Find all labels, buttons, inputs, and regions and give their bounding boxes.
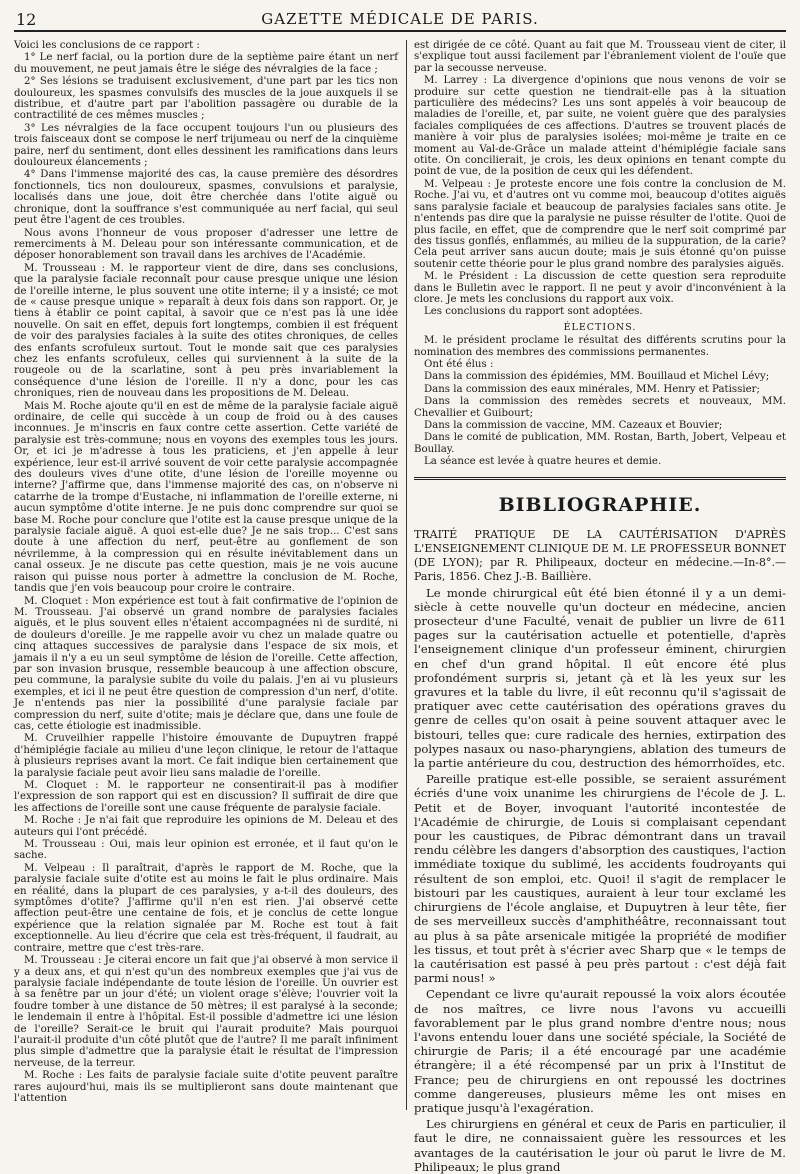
president-remark: M. le Président : La discussion de cette question sera reproduite dans le Bulletin avec le rapport. Il ne peut y avoir d'inconvénient à la clore. Je mets les conclusions du rapport aux voix. [414,271,786,305]
page-number: 12 [16,10,37,29]
column-divider [406,40,407,1110]
elections-intro: M. le président proclame le résultat des différents scrutins pour la nomination des membres des commissions permanentes. [414,335,786,358]
review-paragraph: Pareille pratique est-elle possible, se seraient assurément écriés d'une voix unanime les chirurgiens de l'école de J. L. Petit et de Boyer, invoquant l'autorité incontestée de l'Académie de chirurgie, de Louis si complaisant cependant pour les caustiques, de Pibrac démontrant dans un travail rendu célèbre les dangers d'absorption des caustiques, l'action immédiate toxique du sublimé, les accidents foudroyants qui résultent de son emploi, etc. Quoi! il s'agit de remplacer le bistouri par les caustiques, auraient à leur tour exclamé les chirurgiens de l'école anglaise, et Dupuytren à leur tête, fier de ses merveilleux succès d'amphithéâtre, reconnaissant tout au plus à sa pâte arsenicale mitigée la propriété de modifier les tissus, et tout prêt à s'écrier avec Sharp que « le temps de la cautérisation est passé à peu près partout : c'est déjà fait parmi nous! » [414,772,786,986]
larrey-remark: M. Larrey : La divergence d'opinions que nous venons de voir se produire sur cette question ne tiendrait-elle pas à la situation particulière des médecins? Les uns sont appelés à voir beaucoup de maladies de l'oreille, et, par suite, ne voient guère que des paralysies faciales compliquées de ces affections. D'autres se trouvent placés de manière à voir plus de paralysies isolées; moi-même je traite en ce moment au Val-de-Grâce un malade atteint d'hémiplégie faciale sans otite. On concilierait, je crois, les deux opinions en tenant compte du point de vue, de la position de ceux qui les défendent. [414,75,786,178]
review-paragraph: Cependant ce livre qu'aurait repoussé la voix alors écoutée de nos maîtres, ce livre nous l'avons vu accueilli favorablement par le plus grand nombre d'entre nous; nous l'avons entendu louer dans une société spéciale, la Société de chirurgie de Paris; il a été encouragé par une académie étrangère; il a été récompensé par un prix à l'Institut de France; peu de chirurgiens en ont repoussé les doctrines comme dangereuses, plusieurs même les ont mises en pratique jusqu'à l'exagération. [414,987,786,1115]
election-line: Dans la commission des eaux minérales, MM. Henry et Patissier; [424,383,760,395]
trousseau-remark-1: M. Trousseau : M. le rapporteur vient de dire, dans ses conclusions, que la paralysie faciale reconnaît pour cause presque unique une lésion de l'oreille interne, le plus souvent une otite interne; il y a insisté; ce mot de « cause presque unique » reparaît à deux fois dans son rapport. Or, je tiens à établir ce point capital, à savoir que ce n'est pas là une idée nouvelle. On sait en effet, depuis fort longtemps, combien il est fréquent de voir des paralysies faciales à la suite des otites chroniques, de celles des enfants scrofuleux surtout. Tout le monde sait que ces paralysies chez les enfants scrofuleux, celles qui surviennent à la suite de la rougeole ou de la scarlatine, sont à peu près invariablement la conséquence d'une lésion de l'oreille. Il n'y a donc, pour les cas chroniques, rien de nouveau dans les propositions de M. Deleau. [14,262,398,400]
roche-remark-2: M. Roche : Les faits de paralysie faciale suite d'otite peuvent paraître rares aujourd'hui, mais ils se multiplieront sans doute maintenant que l'attention [14,1070,398,1104]
elections-heading: ÉLECTIONS. [563,321,637,333]
roche-remark-continued: est dirigée de ce côté. Quant au fait que M. Trousseau vient de citer, il s'explique tout aussi facilement par l'ébranlement violent de l'ouïe que par la secousse nerveuse. [414,40,786,74]
election-line: Dans le comité de publication, MM. Rostan, Barth, Jobert, Velpeau et Boullay. [414,432,786,455]
trousseau-remark-4: M. Trousseau : Je citerai encore un fait que j'ai observé à mon service il y a deux ans, et qui n'est qu'un des nombreux exemples que j'ai vus de paralysie faciale indépendante de toute lésion de l'oreille. Un ouvrier est à sa fenêtre par un jour d'été; un violent orage s'élève; l'ouvrier voit la foudre tomber à une distance de 50 mètres; il est paralysé à la seconde; le lendemain il entre à l'hôpital. Est-il possible d'admettre ici une lésion de l'oreille? Serait-ce le bruit qui l'aurait produite? Mais pourquoi l'aurait-il produite d'un côté plutôt que de l'autre? Il me paraît infiniment plus simple d'admettre que la paralysie était le résultat de l'impression nerveuse, de la terreur. [14,955,398,1069]
elected-label: Ont été élus : [424,358,494,370]
gazette-title: GAZETTE MÉDICALE DE PARIS. [261,10,539,28]
bibliography-section [414,528,786,1174]
conclusions-adopted: Les conclusions du rapport sont adoptées. [424,306,643,318]
left-column [14,40,398,1110]
conclusion-3: 3° Les névralgies de la face occupent toujours l'un ou plusieurs des trois faisceaux dont se compose le nerf trijumeau ou nerf de la cinquième paire, nerf du sentiment, dont elles dessinent les ramifications dans leurs douloureux élancements ; [14,122,398,169]
trousseau-remark-3: M. Trousseau : Oui, mais leur opinion est erronée, et il faut qu'on le sache. [14,839,398,862]
session-closed: La séance est levée à quatre heures et demie. [424,456,662,468]
cruveilhier-remark: M. Cruveilhier rappelle l'histoire émouvante de Dupuytren frappé d'hémiplégie faciale au milieu d'une leçon clinique, le retour de l'attaque à plusieurs reprises avant la mort. Ce fait indique bien certainement que la paralysie faciale peut avoir lieu sans maladie de l'oreille. [14,733,398,779]
conclusion-2: 2° Ses lésions se traduisent exclusivement, d'une part par les tics non douloureux, les spasmes convulsifs des muscles de la joue auxquels il se distribue, et d'autre part par l'abolition passagère ou durable de la contractilité de ces mêmes muscles ; [14,76,398,122]
trousseau-remark-2: Mais M. Roche ajoute qu'il en est de même de la paralysie faciale aiguë ordinaire, de celle qui succède à un coup de froid ou à des causes inconnues. Je m'inscris en faux contre cette assertion. Cette variété de paralysie est très-commune; nous en voyons des exemples tous les jours. Or, et ici je m'adresse à tous les praticiens, et j'en appelle à leur expérience, leur est-il arrivé souvent de voir cette paralysie accompagnée des douleurs vives d'une otite, d'une lésion de l'oreille moyenne ou interne? J'affirme que, dans l'immense majorité des cas, on n'observe ni catarrhe de la trompe d'Eustache, ni inflammation de l'oreille externe, ni aucun symptôme d'otite interne. Je ne puis donc comprendre sur quoi se base M. Roche pour conclure que l'otite est la cause presque unique de la paralysie faciale aiguë. A quoi est-elle due? Je ne sais trop... C'est sans doute à une affection du nerf, peut-être au gonflement de son névrilemme, à la compression qui en résulte inévitablement dans un canal osseux. Je ne discute pas cette question, mais je ne vois aucune raison qui puisse nous porter à admettre la conclusion de M. Roche, tandis que j'en vois beaucoup pour croire le contraire. [14,400,398,595]
right-column [414,40,786,1174]
bibliography-heading: BIBLIOGRAPHIE. [498,493,702,516]
cloquet-remark-1: M. Cloquet : Mon expérience est tout à fait confirmative de l'opinion de M. Trousseau. J'ai observé un grand nombre de paralysies faciales aiguës, et le plus souvent elles n'étaient accompagnées ni de surdité, ni de douleurs d'oreille. Je me rappelle avoir vu chez un malade quatre ou cinq attaques successives de paralysie dans l'espace de six mois, et jamais il n'y a eu un seul symptôme de lésion de l'oreille. Cette affection, par son invasion brusque, ressemble beaucoup à une affection obscure, peu commune, la paralysie subite du voile du palais. J'en ai vu plusieurs exemples, et ici il ne peut être question de compression d'un nerf, d'otite. Je n'entends pas nier la possibilité d'une paralysie faciale par compression du nerf, suite d'otite; mais je déclare que, dans une foule de cas, cette étiologie est inadmissible. [14,595,398,732]
section-divider [414,477,786,480]
book-title: TRAITÉ PRATIQUE DE LA CAUTÉRISATION D'APRÈS L'ENSEIGNEMENT CLINIQUE DE M. LE PROFESSEUR BONNET (DE LYON); par R. Philipeaux, docteur en médecine.—In-8°.—Paris, 1856. Chez J.-B. Baillière. [414,527,786,583]
election-line: Dans la commission des épidémies, MM. Bouillaud et Michel Lévy; [424,371,770,383]
roche-remark-1: M. Roche : Je n'ai fait que reproduire les opinions de M. Deleau et des auteurs qui l'ont précédé. [14,815,398,838]
page-header [14,8,786,32]
election-line: Dans la commission des remèdes secrets et nouveaux, MM. Chevallier et Guibourt; [414,396,786,419]
intro-line: Voici les conclusions de ce rapport : [14,40,200,51]
cloquet-remark-2: M. Cloquet : M. le rapporteur ne consentirait-il pas à modifier l'expression de son rapport qui est en discussion? Il suffirait de dire que les affections de l'oreille sont une cause fréquente de paralysie faciale. [14,780,398,814]
velpeau-remark-2: M. Velpeau : Je proteste encore une fois contre la conclusion de M. Roche. J'ai vu, et d'autres ont vu comme moi, beaucoup d'otites aiguës sans paralysie faciale et beaucoup de paralysies faciales sans otite. Je n'entends pas dire que la paralysie ne puisse résulter de l'otite. Quoi de plus facile, en effet, que de comprendre que le nerf soit comprimé par des tissus gonflés, enflammés, au milieu de la suppuration, de la carie? Cela peut arriver sans aucun doute; mais je suis étonné qu'on puisse soutenir cette théorie pour le plus grand nombre des paralysies aiguës. [414,178,786,270]
election-line: Dans la commission de vaccine, MM. Cazeaux et Bouvier; [424,420,723,431]
review-paragraph: Le monde chirurgical eût été bien étonné il y a un demi-siècle à cette nouvelle qu'un docteur en médecine, ancien prosecteur d'une Faculté, venait de publier un livre de 611 pages sur la cautérisation actuelle et potentielle, d'après l'enseignement clinique d'un professeur éminent, chirurgien en chef d'un grand hôpital. Il eût encore été plus profondément surpris si, jetant çà et là les yeux sur les gravures et la table du livre, il eût reconnu qu'il s'agissait de pratiquer avec cette cautérisation des opérations graves du genre de celles qu'on osait à peine souvent attaquer avec le bistouri, telles que: cure radicale des hernies, extirpation des polypes nasaux ou naso-pharyngiens, ablation des tumeurs de la partie antérieure du cou, destruction des hémorrhoïdes, etc. [414,585,786,771]
conclusion-1: 1° Le nerf facial, ou la portion dure de la septième paire étant un nerf du mouvement, ne peut jamais être le siége des névralgies de la face ; [14,52,398,75]
recommendation-paragraph: Nous avons l'honneur de vous proposer d'adresser une lettre de remerciments à M. Deleau pour son intéressante communication, et de déposer honorablement son travail dans les archives de l'Académie. [14,227,398,262]
velpeau-remark-1: M. Velpeau : Il paraîtrait, d'après le rapport de M. Roche, que la paralysie faciale suite d'otite est au moins le fait le plus ordinaire. Mais en réalité, dans la plupart de ces paralysies, y a-t-il des douleurs, des symptômes d'otite? J'affirme qu'il n'en est rien. J'ai observé cette affection peut-être une centaine de fois, et je conclus de cette longue expérience que la relation signalée par M. Roche est tout à fait exceptionnelle. Au lieu d'écrire que cela est très-fréquent, il faudrait, au contraire, mettre que c'est très-rare. [14,862,398,954]
conclusion-4: 4° Dans l'immense majorité des cas, la cause première des désordres fonctionnels, tics non douloureux, spasmes, convulsions et paralysie, localisés dans une joue, doit être cherchée dans l'otite aiguë ou chronique, dont la souffrance s'est communiquée au nerf facial, qui seul peut être l'agent de ces troubles. [14,169,398,227]
review-paragraph: Les chirurgiens en général et ceux de Paris en particulier, il faut le dire, ne connaissaient guère les ressources et les avantages de la cautérisation le jour où parut le livre de M. Philipeaux; le plus grand [414,1117,786,1174]
